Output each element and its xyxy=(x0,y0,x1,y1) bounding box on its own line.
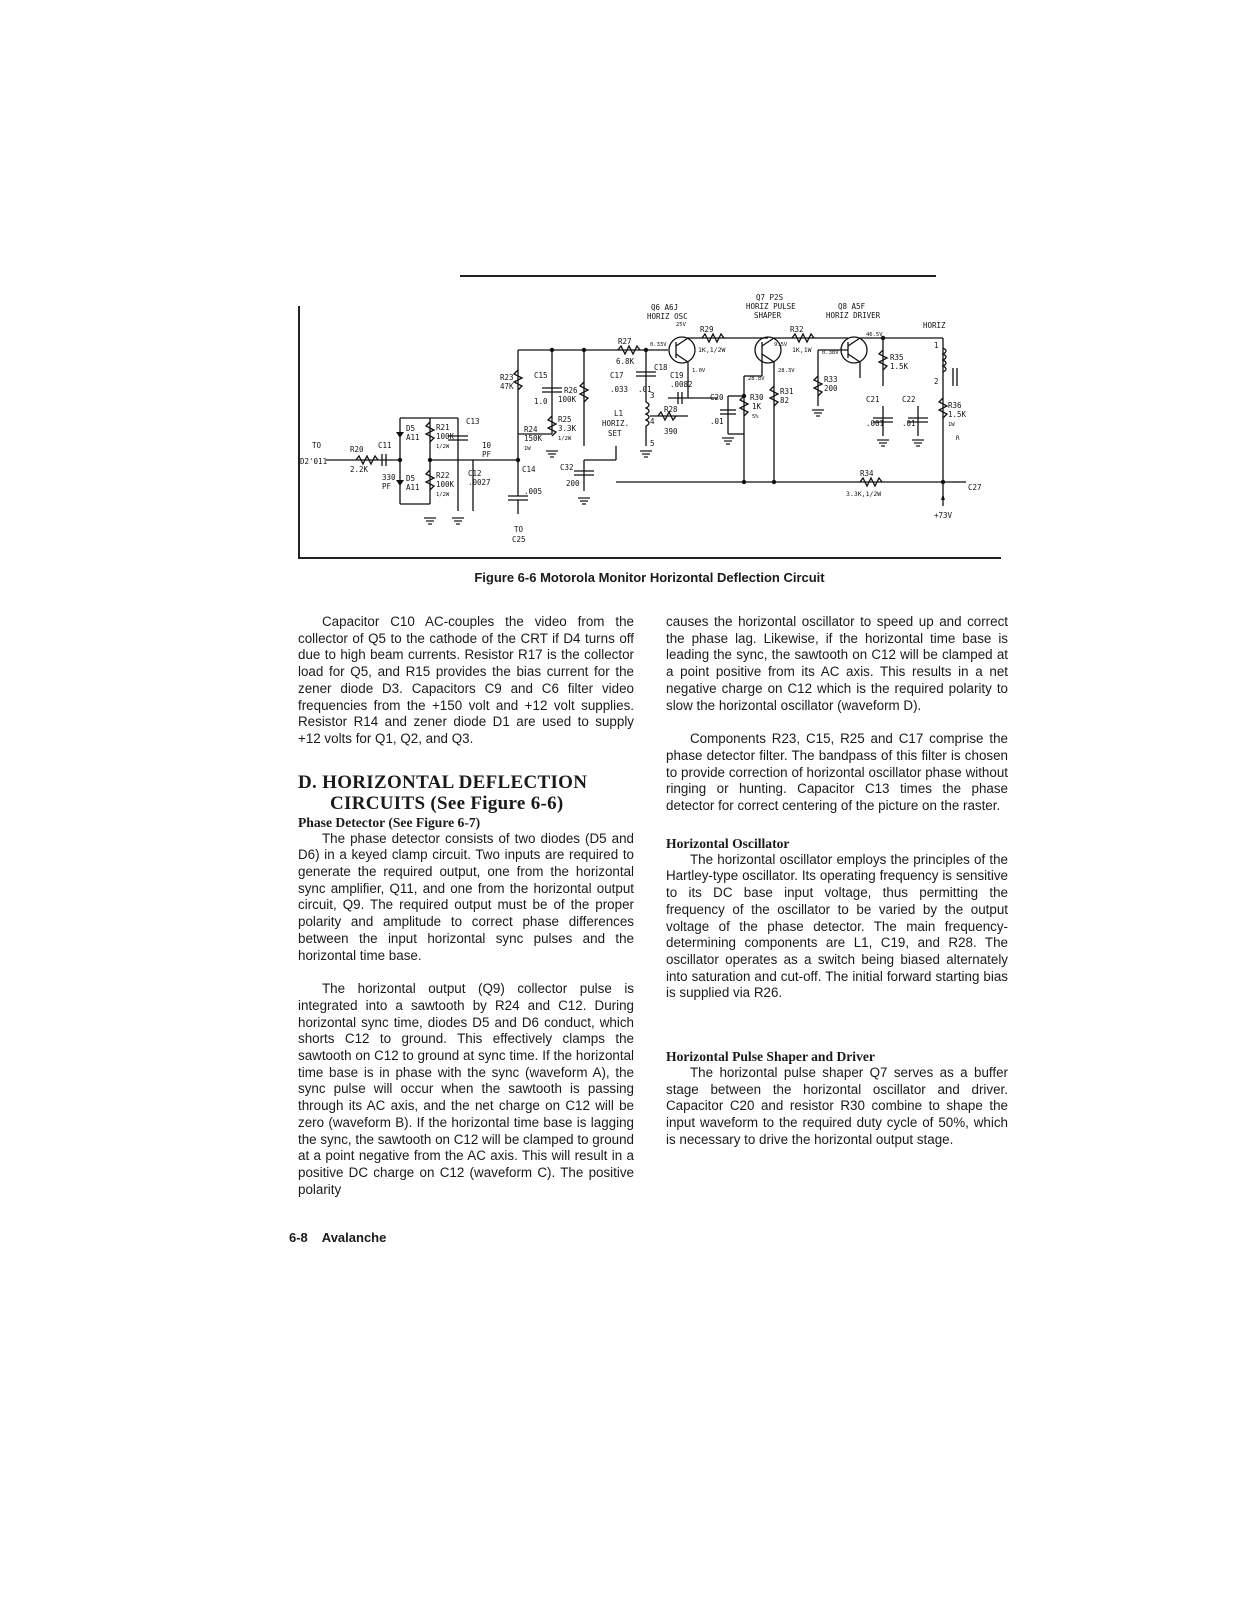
label-q7: Q7 P2S xyxy=(756,293,784,302)
label-n5: 5 xyxy=(650,439,655,448)
label-c13-val1: 10 xyxy=(482,441,492,450)
label-d5: D5 xyxy=(406,424,416,433)
label-to-c25-1: TO xyxy=(514,525,524,534)
label-v73: +73V xyxy=(934,511,953,520)
label-c13-val2: PF xyxy=(482,450,492,459)
label-v-q6e: 1.0V xyxy=(692,368,706,374)
label-q7-func2: SHAPER xyxy=(754,311,782,320)
label-to: TO xyxy=(312,441,322,450)
label-c13: C13 xyxy=(466,417,480,426)
subheading-horizontal-oscillator: Horizontal Oscillator xyxy=(666,835,790,851)
section-heading xyxy=(298,772,634,814)
label-c17-val: .033 xyxy=(610,385,629,394)
label-mark-r: R xyxy=(956,435,960,442)
label-r20: R20 xyxy=(350,445,364,454)
label-d6: D5 xyxy=(406,474,416,483)
label-c21: C21 xyxy=(866,395,880,404)
label-d6-type: A11 xyxy=(406,483,420,492)
label-v-q7c: 9.5V xyxy=(774,342,788,348)
right-column xyxy=(666,614,1008,1149)
label-r36: R36 xyxy=(948,401,962,410)
section-heading-line-1: D. HORIZONTAL DEFLECTION xyxy=(298,771,588,793)
label-r29-val: 1K,1/2W xyxy=(698,346,726,354)
label-c11-val2: PF xyxy=(382,482,392,491)
right-paragraph-4: The horizontal pulse shaper Q7 serves as a buffer stage between the horizontal oscillator and driver. Capacitor C20 and resistor R30 combine to shape the input waveform to the required duty cycle of 50%, which is necessary to drive the horizontal output stage. xyxy=(666,1065,1008,1147)
label-r21: R21 xyxy=(436,423,450,432)
label-r21-val: 100K xyxy=(436,432,455,441)
label-r28: R28 xyxy=(664,405,678,414)
label-l1-set2: SET xyxy=(608,429,622,438)
label-horiz: HORIZ xyxy=(923,321,946,330)
label-r36-val: 1.5K xyxy=(948,410,967,419)
label-r35: R35 xyxy=(890,353,904,362)
label-c12-val: .0027 xyxy=(468,478,491,487)
page-number: 6-8 xyxy=(289,1230,308,1245)
figure-top-rule xyxy=(460,275,936,277)
label-r28-val: 390 xyxy=(664,427,678,436)
label-r22: R22 xyxy=(436,471,450,480)
label-r31: R31 xyxy=(780,387,794,396)
left-paragraph-2: The phase detector consists of two diodes (D5 and D6) in a keyed clamp circuit. Two inputs are required to generate the required output, one from the horizontal sync amplifier, Q11, and one from the horizontal output circuit, Q9. The required output must be of the proper polarity and amplitude to correct phase differences between the input horizontal sync pulses and the horizontal time base. xyxy=(298,830,634,963)
label-c22: C22 xyxy=(902,395,916,404)
label-c15-val: 1.0 xyxy=(534,397,548,406)
label-r34: R34 xyxy=(860,469,874,478)
horizontal-deflection-schematic xyxy=(298,286,1001,566)
label-c11-val1: 330 xyxy=(382,473,396,482)
label-r26: R26 xyxy=(564,386,578,395)
label-r32: R32 xyxy=(790,325,804,334)
label-r23: R23 xyxy=(500,373,514,382)
label-l1: L1 xyxy=(614,409,624,418)
label-c32-val: 200 xyxy=(566,479,580,488)
label-v-q6c: 25V xyxy=(676,322,686,328)
label-r20-val: 2.2K xyxy=(350,465,369,474)
label-c14: C14 xyxy=(522,465,536,474)
subheading-phase-detector: Phase Detector (See Figure 6-7) xyxy=(298,814,481,830)
footer-title: Avalanche xyxy=(321,1230,387,1245)
label-r22-w: 1/2W xyxy=(436,492,450,498)
label-t1: 1 xyxy=(934,341,939,350)
right-paragraph-1: causes the horizontal oscillator to speed up and correct the phase lag. Likewise, if the horizontal time base is leading the sync, the sawtooth on C12 will be clamped at a point positive from its AC axis. This results in a net negative charge on C12 which is the required polarity to slow the horizontal oscillator (waveform D). xyxy=(666,614,1008,713)
label-v-q7e: 28.3V xyxy=(778,368,795,374)
label-v-q7b: 28.8V xyxy=(748,376,765,382)
left-paragraph-3: The horizontal output (Q9) collector pulse is integrated into a sawtooth by R24 and C12. During horizontal sync time, diodes D5 and D6 conduct, which shorts C12 to ground. This effectively clamps the sawtooth on C12 to ground at sync time. If the horizontal time base is in phase with the sync (waveform A), the sync pulse will occur when the sawtooth is passing through its AC axis, and the net charge on C12 will be zero (waveform B). If the horizontal time base is lagging the sync, the sawtooth on C12 will be clamped to ground at a point negative from the AC axis. This will result in a positive DC charge on C12 (waveform C). The positive polarity xyxy=(298,981,634,1197)
label-r27: R27 xyxy=(618,337,632,346)
label-r23-val: 47K xyxy=(500,382,514,391)
label-r25-val: 3.3K xyxy=(558,424,577,433)
label-r35-val: 1.5K xyxy=(890,362,909,371)
label-r33: R33 xyxy=(824,375,838,384)
label-r33-val: 200 xyxy=(824,384,838,393)
label-c19-val: .0082 xyxy=(670,380,693,389)
label-q8: Q8 A5F xyxy=(838,302,866,311)
label-c22-val: .01 xyxy=(902,419,916,428)
label-n4: 4 xyxy=(650,417,655,426)
section-heading-line-2: CIRCUITS (See Figure 6-6) xyxy=(330,792,564,814)
label-c19: C19 xyxy=(670,371,684,380)
label-r24-val: 150K xyxy=(524,434,543,443)
label-c18: C18 xyxy=(654,363,668,372)
label-r29: R29 xyxy=(700,325,714,334)
label-c20-val: .01 xyxy=(710,417,724,426)
label-r31-val: 82 xyxy=(780,396,790,405)
page-footer xyxy=(289,1230,386,1245)
label-q8-func: HORIZ DRIVER xyxy=(826,311,881,320)
label-r25-w: 1/2W xyxy=(558,436,572,442)
label-c14-val: .005 xyxy=(524,487,543,496)
label-q6-func: HORIZ OSC xyxy=(647,312,688,321)
label-r22-val: 100K xyxy=(436,480,455,489)
label-v-q8b: 0.38V xyxy=(822,350,839,356)
right-paragraph-2: Components R23, C15, R25 and C17 comprise the phase detector filter. The bandpass of this filter is chosen to provide correction of horizontal oscillator phase without ringing or hunting. Capacitor C13 times the phase detector for correct centering of the picture on the raster. xyxy=(666,731,1008,814)
label-r24-w: 1W xyxy=(524,446,531,452)
label-r25: R25 xyxy=(558,415,572,424)
label-c11: C11 xyxy=(378,441,392,450)
label-q6: Q6 A6J xyxy=(651,303,679,312)
label-r30-val: 1K xyxy=(752,402,762,411)
label-d5-type: A11 xyxy=(406,433,420,442)
label-r26-val: 100K xyxy=(558,395,577,404)
figure-caption: Figure 6-6 Motorola Monitor Horizontal Deflection Circuit xyxy=(474,570,825,585)
label-r32-val: 1K,1W xyxy=(792,346,812,354)
label-c20: C20 xyxy=(710,393,724,402)
label-r36-w: 1W xyxy=(948,422,955,428)
label-to-c25-2: C25 xyxy=(512,535,526,544)
label-c21-val: .001 xyxy=(866,419,885,428)
left-column xyxy=(298,614,634,1198)
label-r24: R24 xyxy=(524,425,538,434)
label-c17: C17 xyxy=(610,371,624,380)
label-r34-val: 3.3K,1/2W xyxy=(846,490,882,498)
label-r21-w: 1/2W xyxy=(436,444,450,450)
label-q7-func1: HORIZ PULSE xyxy=(746,302,796,311)
label-r27-val: 6.8K xyxy=(616,357,635,366)
left-paragraph-1: Capacitor C10 AC-couples the video from the collector of Q5 to the cathode of the CRT if D4 turns off due to high beam currents. Resistor R17 is the collector load for Q5, and R15 provides the bias current for the zener diode D3. Capacitors C9 and C6 filter video frequencies from the +150 volt and +12 volt supplies. Resistor R14 and zener diode D1 are used to supply +12 volts for Q1, Q2, and Q3. xyxy=(298,614,634,746)
label-c15: C15 xyxy=(534,371,548,380)
label-v-q6b: 0.33V xyxy=(650,342,667,348)
label-c32: C32 xyxy=(560,463,574,472)
label-t2: 2 xyxy=(934,377,939,386)
label-c18-val: .01 xyxy=(638,385,652,394)
label-to-d2: D2'011 xyxy=(300,457,328,466)
label-n3: 3 xyxy=(650,391,655,400)
right-paragraph-3: The horizontal oscillator employs the principles of the Hartley-type oscillator. Its operating frequency is sensitive to its DC base input voltage, thus permitting the frequency of the oscillator to be varied by the output voltage of the phase detector. The main frequency-determining components are L1, C19, and R28. The oscillator operates as a switch being biased alternately into saturation and cut-off. The initial forward starting bias is supplied via R26. xyxy=(666,851,1008,1001)
label-c12: C12 xyxy=(468,469,482,478)
label-v-q8c: 46.5V xyxy=(866,332,883,338)
label-r30-w: 5% xyxy=(752,414,759,420)
label-c27: C27 xyxy=(968,483,982,492)
subheading-pulse-shaper-driver: Horizontal Pulse Shaper and Driver xyxy=(666,1049,875,1065)
label-l1-set1: HORIZ. xyxy=(602,419,630,428)
label-r30: R30 xyxy=(750,393,764,402)
